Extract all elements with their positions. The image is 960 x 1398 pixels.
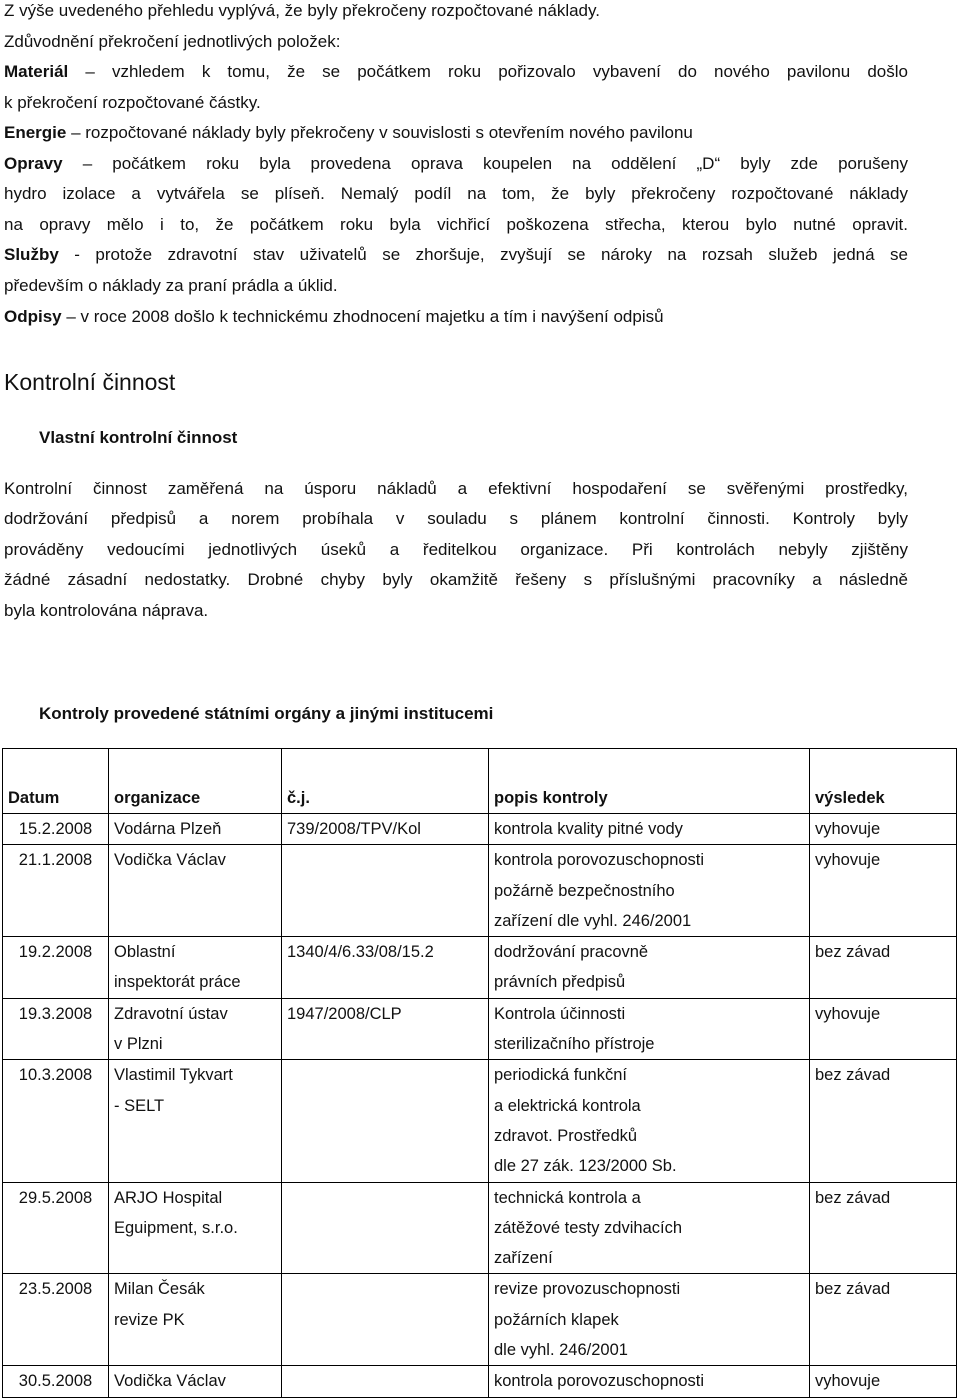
material-paragraph [4, 61, 908, 83]
organization-cell [109, 1060, 282, 1182]
date-cell [3, 937, 109, 999]
cell-text: 21.1.2008 [18, 851, 93, 870]
services-text: - protože zdravotní stav uživatelů se zhoršuje, zvyšují se nároky na rozsah služeb jedná se [58, 245, 908, 264]
depreciation-text: – v roce 2008 došlo k technickému zhodnocení majetku a tím i navýšení odpisů [61, 307, 664, 326]
table-row [3, 845, 957, 937]
cell-text: Eguipment, s.r.o. [114, 1218, 238, 1237]
material-text-cont: k překročení rozpočtované částky. [4, 93, 261, 112]
organization-cell [109, 1274, 282, 1366]
cell-text: 1340/4/6.33/08/15.2 [287, 943, 434, 962]
column-header: výsledek [810, 749, 957, 814]
description-cell [489, 1060, 810, 1182]
reference-cell [282, 845, 489, 937]
cell-text: Vodička Václav [114, 851, 226, 870]
cell-text: zařízení [494, 1249, 553, 1268]
reference-cell [282, 1366, 489, 1397]
organization-cell [109, 1366, 282, 1397]
result-cell [810, 1060, 957, 1182]
cell-text: kontrola porovozuschopnosti [494, 1372, 705, 1391]
control-paragraph-line: byla kontrolována náprava. [4, 601, 209, 620]
cell-text: bez závad [815, 943, 891, 962]
reference-cell [282, 998, 489, 1060]
date-cell [3, 845, 109, 937]
cell-text: Kontrola účinnosti [494, 1004, 626, 1023]
control-paragraph-line: žádné zásadní nedostatky. Drobné chyby byly okamžitě řešeny s příslušnými pracovníky a následně [4, 570, 908, 589]
energy-text: – rozpočtované náklady byly překročeny v souvislosti s otevřením nového pavilonu [66, 123, 693, 142]
cell-text: kontrola kvality pitné vody [494, 820, 683, 838]
table-row [3, 1182, 957, 1274]
cell-text: Milan Česák [114, 1280, 205, 1299]
cell-text: kontrola porovozuschopnosti [494, 851, 705, 870]
reference-cell [282, 1182, 489, 1274]
cell-text: bez závad [815, 1188, 891, 1207]
table-row [3, 814, 957, 845]
cell-text: zátěžové testy zdvihacích [494, 1218, 683, 1237]
reference-cell [282, 937, 489, 999]
repairs-text-cont: na opravy mělo i to, že počátkem roku byla vichřicí poškozena střecha, kterou bylo nutné opravit. [4, 215, 908, 234]
date-cell [3, 1274, 109, 1366]
cell-text: 1947/2008/CLP [287, 1004, 402, 1023]
reference-cell [282, 1060, 489, 1182]
date-cell [3, 1182, 109, 1274]
date-cell [3, 998, 109, 1060]
control-paragraph-line: Kontrolní činnost zaměřená na úsporu nákladů a efektivní hospodaření se svěřenými prostředky, [4, 479, 908, 498]
organization-cell [109, 998, 282, 1060]
cell-text: 739/2008/TPV/Kol [287, 820, 421, 838]
control-paragraph-line: prováděny vedoucími jednotlivých úseků a ředitelkou organizace. Při kontrolách nebyly zjištěny [4, 540, 908, 559]
energy-label: Energie [4, 123, 67, 142]
cell-text: Vodička Václav [114, 1372, 226, 1391]
services-label: Služby [4, 245, 59, 264]
table-header-row [3, 749, 957, 814]
cell-text: Zdravotní ústav [114, 1004, 228, 1023]
depreciation-label: Odpisy [4, 307, 62, 326]
result-cell [810, 814, 957, 845]
organization-cell [109, 1182, 282, 1274]
control-paragraph-line: dodržování předpisů a norem probíhala v souladu s plánem kontrolní činnosti. Kontroly byly [4, 509, 908, 528]
cell-text: dle vyhl. 246/2001 [494, 1341, 628, 1360]
date-cell [3, 1060, 109, 1182]
column-header: organizace [109, 749, 282, 814]
intro-line: Zdůvodnění překročení jednotlivých položek: [4, 32, 341, 51]
inspections-table [2, 748, 957, 1398]
result-cell [810, 1274, 957, 1366]
cell-text: požárních klapek [494, 1310, 619, 1329]
cell-text: 19.3.2008 [18, 1004, 93, 1023]
description-cell [489, 1274, 810, 1366]
cell-text: periodická funkční [494, 1066, 627, 1085]
material-text: – vzhledem k tomu, že se počátkem roku pořizovalo vybavení do nového pavilonu došlo [68, 62, 908, 81]
cell-text: inspektorát práce [114, 973, 241, 992]
cell-text: technická kontrola a [494, 1188, 641, 1207]
repairs-text-cont: hydro izolace a vytvářela se plíseň. Nemalý podíl na tom, že byly překročeny rozpočtované náklady [4, 184, 908, 203]
organization-cell [109, 845, 282, 937]
result-cell [810, 998, 957, 1060]
table-row [3, 1274, 957, 1366]
organization-cell [109, 814, 282, 845]
cell-text: dodržování pracovně [494, 943, 649, 962]
table-row [3, 937, 957, 999]
cell-text: zdravot. Prostředků [494, 1126, 638, 1145]
date-cell [3, 814, 109, 845]
cell-text: vyhovuje [815, 1372, 881, 1391]
cell-text: 15.2.2008 [18, 820, 93, 838]
cell-text: bez závad [815, 1280, 891, 1299]
subsection-title: Vlastní kontrolní činnost [39, 428, 238, 447]
repairs-text: – počátkem roku byla provedena oprava koupelen na oddělení „D“ byly zde porušeny [62, 154, 908, 173]
cell-text: 19.2.2008 [18, 943, 93, 962]
cell-text: požárně bezpečnostního [494, 881, 675, 900]
cell-text: - SELT [114, 1096, 165, 1115]
reference-cell [282, 1274, 489, 1366]
cell-text: Oblastní [114, 943, 176, 962]
cell-text: vyhovuje [815, 820, 881, 838]
description-cell [489, 937, 810, 999]
cell-text: 29.5.2008 [18, 1188, 93, 1207]
cell-text: právních předpisů [494, 973, 626, 992]
description-cell [489, 814, 810, 845]
result-cell [810, 937, 957, 999]
description-cell [489, 845, 810, 937]
repairs-paragraph [4, 153, 908, 175]
cell-text: vyhovuje [815, 851, 881, 870]
cell-text: vyhovuje [815, 1004, 881, 1023]
description-cell [489, 1182, 810, 1274]
cell-text: revize provozuschopnosti [494, 1280, 681, 1299]
date-cell [3, 1366, 109, 1397]
cell-text: 10.3.2008 [18, 1066, 93, 1085]
energy-paragraph [4, 122, 693, 144]
cell-text: revize PK [114, 1310, 185, 1329]
cell-text: bez závad [815, 1066, 891, 1085]
cell-text: a elektrická kontrola [494, 1096, 641, 1115]
repairs-label: Opravy [4, 154, 63, 173]
organization-cell [109, 937, 282, 999]
result-cell [810, 845, 957, 937]
table-row [3, 1060, 957, 1182]
result-cell [810, 1366, 957, 1397]
column-header: č.j. [282, 749, 489, 814]
cell-text: sterilizačního přístroje [494, 1035, 655, 1054]
column-header: popis kontroly [489, 749, 810, 814]
cell-text: Vlastimil Tykvart [114, 1066, 233, 1085]
description-cell [489, 1366, 810, 1397]
table-row [3, 1366, 957, 1397]
table-body [3, 814, 957, 1398]
cell-text: 30.5.2008 [18, 1372, 93, 1391]
column-header: Datum [3, 749, 109, 814]
table-row [3, 998, 957, 1060]
intro-line: Z výše uvedeného přehledu vyplývá, že byly překročeny rozpočtované náklady. [4, 1, 600, 20]
cell-text: 23.5.2008 [18, 1280, 93, 1299]
cell-text: dle 27 zák. 123/2000 Sb. [494, 1157, 677, 1176]
cell-text: ARJO Hospital [114, 1188, 223, 1207]
cell-text: v Plzni [114, 1035, 163, 1054]
reference-cell [282, 814, 489, 845]
material-label: Materiál [4, 62, 69, 81]
section-title: Kontrolní činnost [4, 369, 176, 395]
services-paragraph [4, 244, 908, 266]
result-cell [810, 1182, 957, 1274]
subsection-title: Kontroly provedené státními orgány a jinými institucemi [39, 704, 494, 723]
cell-text: Vodárna Plzeň [114, 820, 222, 838]
depreciation-paragraph [4, 306, 664, 328]
description-cell [489, 998, 810, 1060]
cell-text: zařízení dle vyhl. 246/2001 [494, 911, 692, 930]
services-text-cont: především o náklady za praní prádla a úklid. [4, 276, 338, 295]
